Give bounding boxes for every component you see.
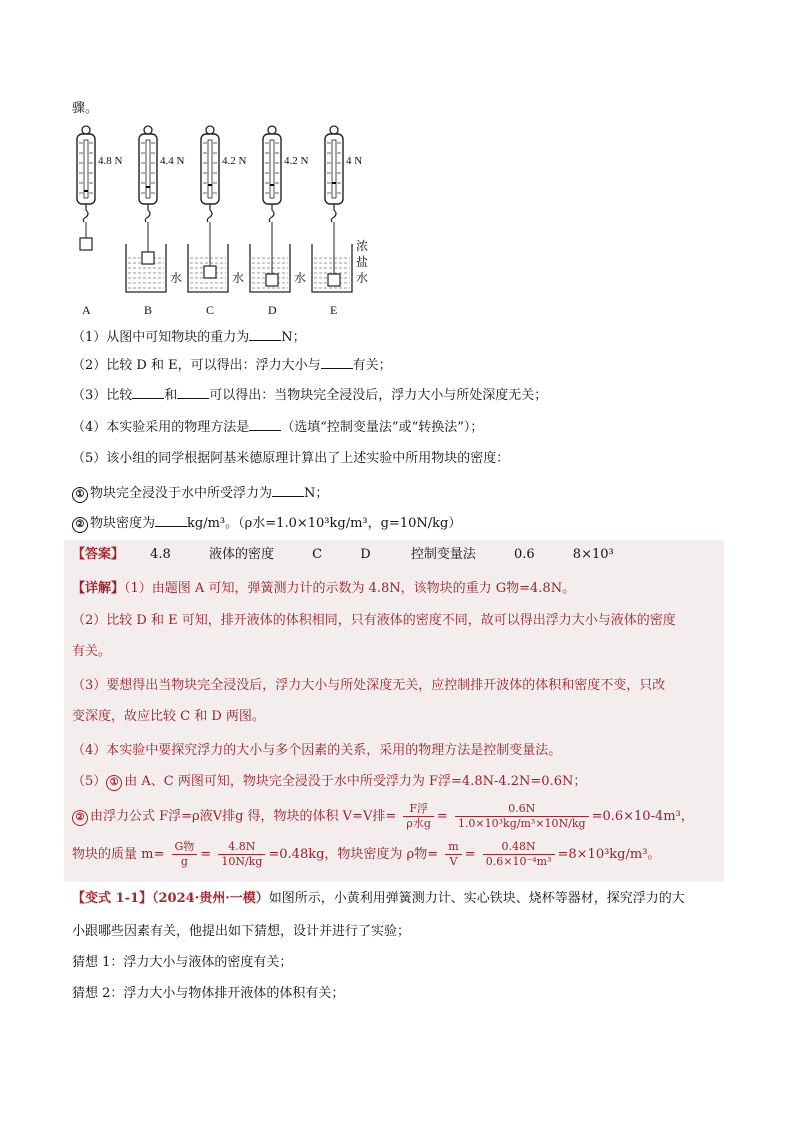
question-2: （2）比较 D 和 E，可以得出：浮力大小与 有关； (72, 358, 392, 373)
scale-slot (270, 140, 274, 198)
fraction: $\frac{0.48N}{\text{0.6×10⁻⁴m³}}$ (483, 840, 555, 869)
scale-ring (82, 126, 90, 134)
blank (249, 418, 281, 431)
block (80, 238, 92, 250)
question-1: （1）从图中可知物块的重力为 N； (72, 330, 306, 345)
blank (155, 514, 187, 527)
answer-value: C (312, 547, 323, 562)
answer-value: 液体的密度 (208, 547, 274, 562)
question-5-1: ① 物块完全浸没于水中所受浮力为 N； (72, 484, 328, 503)
liquid-label: 盐 (356, 255, 369, 269)
number-badge: ① (106, 775, 122, 791)
detail-2b: 有关。 (72, 644, 112, 659)
scale-hook (145, 204, 150, 222)
blank (132, 386, 164, 399)
number-badge: ① (72, 487, 88, 503)
spring-scale-figure (72, 124, 392, 320)
block (204, 266, 216, 278)
scale-ring (206, 126, 214, 134)
answer-value: D (360, 547, 371, 562)
fraction: $\frac{0.6N}{\text{1.0×10³kg/m³×10N/kg}}$ (455, 802, 589, 831)
blank (249, 328, 281, 341)
scale-hook (83, 204, 88, 222)
scale-ring (330, 126, 338, 134)
question-5-2: ② 物块密度为 kg/m³。（ρ水=1.0×10³kg/m³，g=10N/kg） (72, 514, 461, 533)
spring-scale-B (126, 126, 185, 317)
detail-3a: （3）要想得出当物块完全浸没后，浮力大小与所处深度无关，应控制排开波体的体积和密度不变，只改 (72, 678, 666, 693)
scale-hook (207, 204, 212, 222)
answer-value: 控制变量法 (410, 547, 476, 562)
fraction: $\frac{\text{G物}}{g}$ (172, 840, 198, 869)
scale-reading: 4.8 N (98, 155, 123, 167)
answer-value: 8×10³ (572, 547, 614, 562)
scale-slot (146, 140, 150, 198)
detail-5a: （5） ① 由 A、C 两图可知，物块完全浸没于水中所受浮力为 F浮=4.8N-4.2N=0.6N； (72, 774, 587, 789)
scale-ring (144, 126, 152, 134)
answer-value: 0.6 (513, 547, 535, 562)
guess-1: 猜想 1：浮力大小与液体的密度有关； (72, 955, 293, 970)
scale-slot (84, 140, 88, 198)
scale-reading: 4.2 N (284, 155, 309, 167)
detail-4: （4）本实验中要探究浮力的大小与多个因素的关系，采用的物理方法是控制变量法。 (72, 743, 562, 758)
scale-slot (208, 140, 212, 198)
figure-label: E (330, 303, 338, 317)
question-5: （5）该小组的同学根据阿基米德原理计算出了上述实验中所用物块的密度： (72, 451, 510, 466)
number-badge: ② (72, 810, 88, 826)
answer-value: 4.8 (150, 547, 171, 562)
detail-5b: ② 由浮力公式 F浮=ρ液V排g 得，物块的体积 V=V排= $\frac{\text{F浮}}{\text{ρ水g}}$ = $\frac{0.6N}{\text{1.0×10³kg/m³×10N/kg}}$ =0.6×10-4m³， (72, 802, 694, 832)
spring-scale-E (312, 126, 368, 317)
guess-2: 猜想 2：浮力大小与物体排开液体的体积有关； (72, 986, 345, 1001)
answer-line (72, 546, 614, 564)
liquid-label: 水 (232, 271, 245, 285)
detail-5c: 物块的质量 m= $\frac{\text{G物}}{g}$ = $\frac{4.8N}{10N/kg}$ =0.48kg，物块密度为 ρ物= $\frac{m}{V}$ = $\frac{0.48N}{\text{0.6×10⁻⁴m³}}$ =8×10³kg/m³。 (72, 840, 661, 868)
scale-reading: 4.2 N (222, 155, 247, 167)
question-4: （4）本实验采用的物理方法是 （选填“控制变量法”或“转换法”）； (72, 420, 484, 435)
variant-line-1: 【变式 1-1】（2024·贵州·一模）如图所示，小黄利用弹簧测力计、实心铁块、烧杯等器材，探究浮力的大 (72, 891, 685, 906)
block (142, 252, 154, 264)
scale-reading: 4 N (346, 155, 363, 167)
figure-label: B (144, 303, 153, 317)
liquid-label: 水 (294, 271, 307, 285)
fraction: $\frac{m}{V}$ (445, 840, 461, 869)
liquid-label: 浓 (356, 239, 369, 253)
blank (177, 386, 209, 399)
figure-label: D (268, 303, 277, 317)
scale-ring (268, 126, 276, 134)
figure-label: A (82, 303, 91, 317)
fraction: $\frac{\text{F浮}}{\text{ρ水g}}$ (403, 802, 434, 831)
top-text: 骤。 (72, 101, 99, 116)
scale-hook (269, 204, 274, 222)
detail-2a: （2）比较 D 和 E 可知，排开液体的体积相同，只有液体的密度不同，故可以得出浮力大小与液体的密度 (72, 613, 676, 628)
detail-3b: 变深度，故应比较 C 和 D 两图。 (72, 709, 265, 724)
block (328, 274, 340, 286)
number-badge: ② (72, 517, 88, 533)
detail-tag: 【详解】 (72, 581, 125, 596)
spring-scale-D (250, 126, 309, 317)
figure-label: C (206, 303, 215, 317)
fraction: $\frac{4.8N}{10N/kg}$ (218, 840, 265, 869)
scale-slot (332, 140, 336, 198)
question-3: （3）比较 和 可以得出：当物块完全浸没后，浮力大小与所处深度无关； (72, 388, 548, 403)
variant-line-2: 小跟哪些因素有关，他提出如下猜想，设计并进行了实验； (72, 924, 411, 939)
variant-tag: 【变式 1-1】（2024·贵州·一模） (72, 891, 269, 906)
spring-scale-C (188, 126, 247, 317)
blank (321, 356, 353, 369)
liquid-label: 水 (356, 271, 369, 285)
scale-hook (331, 204, 336, 222)
liquid-label: 水 (170, 271, 183, 285)
block (266, 274, 278, 286)
answer-tag: 【答案】 (72, 547, 125, 562)
blank (272, 484, 304, 497)
scale-reading: 4.4 N (160, 155, 185, 167)
detail-1: 【详解】（1）由题图 A 可知，弹簧测力计的示数为 4.8N，该物块的重力 G物=4.8N。 (72, 581, 576, 596)
spring-scale-A (77, 126, 123, 317)
